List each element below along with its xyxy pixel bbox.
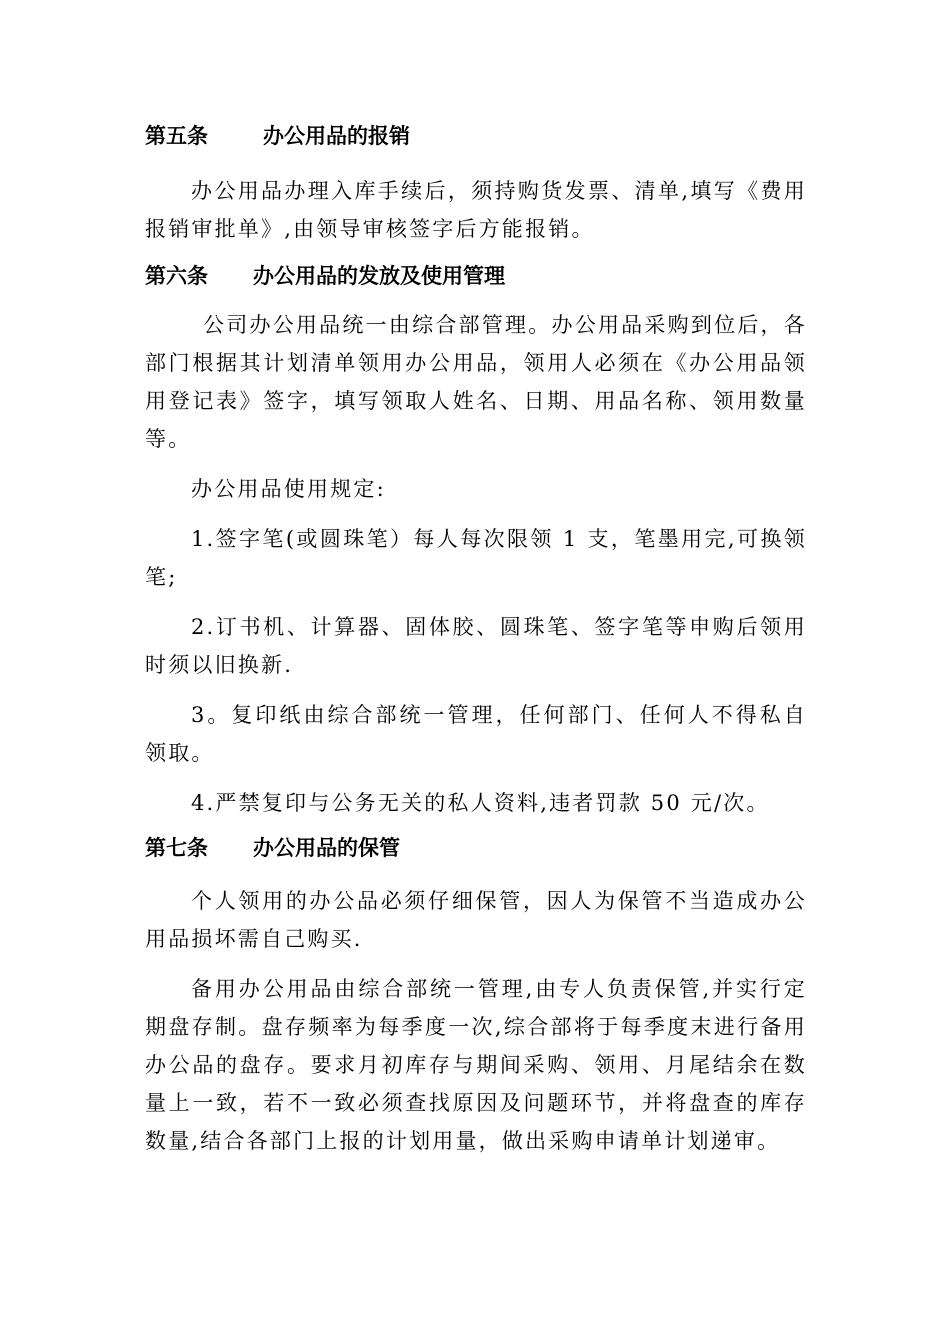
- section-number: 第五条: [145, 124, 208, 148]
- section-number: 第六条: [145, 264, 208, 288]
- section-number: 第七条: [145, 836, 208, 860]
- section-heading-5: [145, 118, 807, 154]
- list-item: 3。复印纸由综合部统一管理，任何部门、任何人不得私自领取。: [145, 703, 807, 765]
- paragraph: 办公用品使用规定:: [191, 477, 386, 501]
- section-title: 办公用品的发放及使用管理: [253, 264, 505, 288]
- section-title: 办公用品的保管: [253, 836, 400, 860]
- paragraph: 个人领用的办公品必须仔细保管，因人为保管不当造成办公用品损坏需自己购买.: [145, 889, 807, 951]
- section-heading-7: [145, 830, 807, 866]
- paragraph: 公司办公用品统一由综合部管理。办公用品采购到位后，各部门根据其计划清单领用办公用品，领用人必须在《办公用品领用登记表》签字，填写领取人姓名、日期、用品名称、领用数量等。: [145, 313, 807, 451]
- list-item: 2.订书机、计算器、固体胶、圆珠笔、签字笔等申购后领用时须以旧换新.: [145, 615, 807, 677]
- section-title: 办公用品的报销: [263, 124, 410, 148]
- list-item: 4.严禁复印与公务无关的私人资料,违者罚款 50 元/次。: [191, 791, 770, 815]
- paragraph: 办公用品办理入库手续后，须持购货发票、清单,填写《费用报销审批单》,由领导审核签字后方能报销。: [145, 179, 807, 241]
- list-item: 1.签字笔(或圆珠笔）每人每次限领 1 支，笔墨用完,可换领笔;: [145, 527, 807, 589]
- section-heading-6: [145, 258, 807, 294]
- paragraph: 备用办公用品由综合部统一管理,由专人负责保管,并实行定期盘存制。盘存频率为每季度一次,综合部将于每季度末进行备用办公品的盘存。要求月初库存与期间采购、领用、月尾结余在数量上一致，若不一致必须查找原因及问题环节，并将盘查的库存数量,结合各部门上报的计划用量，做出采购申请单计划递审。: [145, 977, 807, 1153]
- document-page: [145, 110, 807, 1160]
